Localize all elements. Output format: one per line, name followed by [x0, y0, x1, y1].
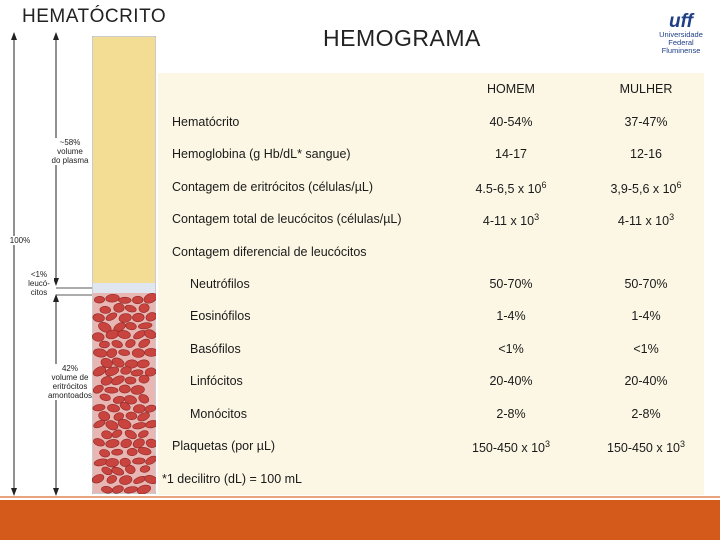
logo-line-3: Fluminense	[661, 46, 701, 55]
bottom-accent-line	[0, 496, 720, 498]
eritro-text-2: eritrócitos	[52, 382, 88, 391]
value-text: <1%	[498, 341, 524, 356]
row-value-men	[451, 342, 571, 356]
hematocrit-scale	[0, 30, 95, 498]
row-value-men	[451, 374, 571, 388]
value-exponent: 3	[534, 212, 540, 223]
plasma-layer	[93, 37, 155, 283]
logo-mark: uff	[669, 11, 693, 32]
logo-line-1: Universidade	[659, 30, 703, 39]
row-value-women	[586, 374, 706, 388]
value-text: 50-70%	[489, 277, 533, 291]
footnote: *1 decilitro (dL) = 100 mL	[162, 472, 303, 486]
row-label: Contagem de eritrócitos (células/µL)	[172, 179, 374, 194]
red-blood-cell	[132, 296, 143, 304]
value-exponent: 3	[669, 212, 675, 223]
red-blood-cell	[99, 341, 109, 348]
row-label: Eosinófilos	[190, 309, 251, 324]
row-label: Monócitos	[190, 406, 247, 421]
red-blood-cell	[132, 348, 144, 357]
row-value-men	[451, 309, 571, 323]
leukocyte-layer	[93, 283, 155, 293]
plasma-percent: ~58%	[59, 138, 81, 147]
plasma-label	[48, 138, 92, 165]
red-blood-cell	[113, 303, 124, 313]
value-text: 1-4%	[631, 309, 661, 324]
bottom-bar	[0, 500, 720, 540]
row-label: Neutrófilos	[190, 277, 250, 291]
row-value-men	[451, 439, 571, 455]
value-text: 14-17	[495, 147, 527, 162]
value-text: 4.5-6,5 x 10	[475, 181, 542, 196]
row-value-women	[586, 439, 706, 455]
value-text: 1-4%	[496, 309, 526, 324]
eritro-percent: 42%	[61, 364, 78, 373]
red-blood-cell	[119, 297, 132, 303]
left-title: HEMATÓCRITO	[22, 6, 167, 27]
row-value-women	[586, 407, 706, 421]
red-blood-cell	[100, 306, 111, 314]
row-value-women	[586, 309, 706, 323]
red-blood-cell	[139, 375, 150, 384]
red-blood-cell	[145, 348, 157, 356]
erythrocyte-layer	[92, 291, 156, 494]
value-text: 20-40%	[624, 374, 668, 389]
value-text: 2-8%	[496, 406, 526, 421]
value-text: 3,9-5,6 x 10	[610, 181, 677, 196]
value-exponent: 3	[544, 439, 550, 449]
value-text: 40-54%	[489, 115, 533, 129]
logo-line-2: Federal	[668, 38, 694, 47]
header-men: HOMEM	[487, 82, 535, 96]
red-blood-cell	[119, 385, 130, 393]
row-value-men	[451, 277, 571, 291]
plasma-text-1: volume	[57, 147, 83, 156]
value-text: 4-11 x 10	[617, 214, 670, 229]
row-label: Contagem total de leucócitos (células/µL)	[172, 212, 402, 227]
row-value-men	[451, 407, 571, 421]
row-label: Basófilos	[190, 341, 241, 356]
value-text: 12-16	[630, 147, 662, 162]
red-blood-cell	[111, 449, 122, 456]
plasma-text-2: do plasma	[51, 156, 89, 165]
row-label: Hematócrito	[172, 115, 240, 129]
red-blood-cell	[127, 448, 138, 456]
value-exponent: 6	[676, 179, 682, 190]
eritro-text-3: amontoados	[47, 391, 93, 400]
leuco-text-1: leucó-	[28, 279, 50, 288]
value-text: 150-450 x 10	[607, 441, 680, 456]
row-value-men	[451, 115, 571, 129]
value-text: 37-47%	[624, 115, 668, 129]
value-exponent: 6	[541, 179, 547, 190]
leuco-label	[24, 270, 54, 297]
eritro-text-1: volume de	[51, 373, 89, 382]
row-label: Contagem diferencial de leucócitos	[172, 244, 367, 259]
leuco-percent: <1%	[30, 270, 48, 279]
eritro-label	[46, 364, 94, 400]
value-text: 2-8%	[631, 406, 661, 421]
header-women: MULHER	[619, 82, 673, 96]
university-logo	[648, 12, 714, 62]
row-value-women	[586, 277, 706, 291]
value-text: <1%	[633, 341, 659, 356]
row-value-men	[451, 180, 571, 196]
page-title: HEMOGRAMA	[323, 25, 481, 51]
hematocrit-tube	[92, 36, 156, 494]
red-blood-cell	[125, 377, 136, 384]
value-text: 4-11 x 10	[482, 214, 535, 229]
row-label: Linfócitos	[190, 374, 243, 389]
row-value-women	[586, 180, 706, 196]
value-text: 150-450 x 10	[472, 441, 545, 456]
value-text: 20-40%	[489, 374, 533, 389]
total-label: 100%	[2, 236, 38, 245]
value-text: 50-70%	[624, 277, 668, 291]
red-blood-cell	[105, 387, 119, 393]
leuco-text-2: citos	[30, 288, 48, 297]
row-value-women	[586, 147, 706, 161]
row-value-men	[451, 147, 571, 161]
row-label: Plaquetas (por µL)	[172, 439, 276, 453]
red-blood-cell	[132, 313, 144, 322]
row-label: Hemoglobina (g Hb/dL* sangue)	[172, 147, 351, 162]
value-exponent: 3	[679, 439, 685, 449]
row-value-women	[586, 212, 706, 228]
row-value-women	[586, 115, 706, 129]
red-blood-cell	[94, 296, 105, 303]
row-value-women	[586, 342, 706, 356]
row-value-men	[451, 212, 571, 228]
